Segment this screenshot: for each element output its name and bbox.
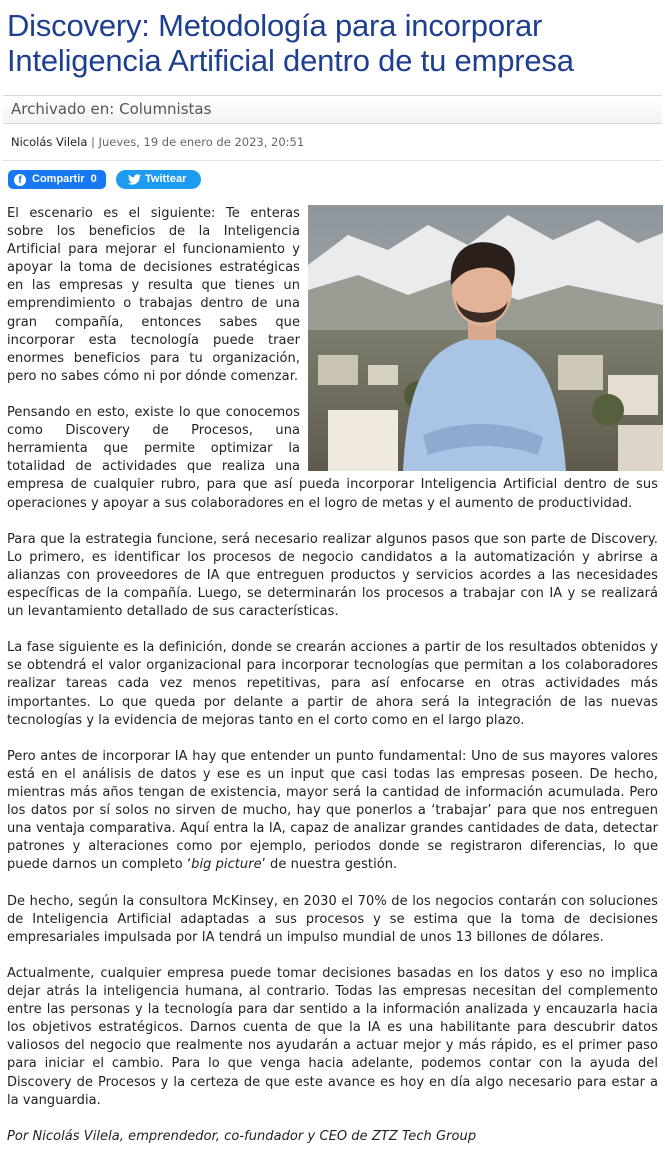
author-photo <box>308 205 663 471</box>
twitter-share-label: Twittear <box>145 173 187 185</box>
paragraph-6: De hecho, según la consultora McKinsey, en 2030 el 70% de los negocios contarán con soluciones de Inteligencia Artificial adaptadas a sus procesos y se estima que la toma de decisiones empresariales impulsada por IA tendrá un impulso mundial de unos 13 billones de dólares. <box>7 893 658 945</box>
facebook-share-label: Compartir <box>32 173 85 185</box>
paragraph-5-italic: big picture <box>191 857 262 873</box>
paragraph-4: La fase siguiente es la definición, donde se crearán acciones a partir de los resultados obtenidos y se obtendrá el valor organizacional para incorporar tecnologías que permitan a los colaboradores realizar tareas cada vez menos repetitivas, para así enfocarse en otras actividades más importantes. Lo que queda por delante a partir de ahora será la integración de las nuevas tecnologías y la evidencia de mejoras tanto en el corto como en el largo plazo. <box>7 640 658 728</box>
author-signature: Por Nicolás Vilela, emprendedor, co-fundador y CEO de ZTZ Tech Group <box>7 1128 477 1144</box>
article-title: Discovery: Metodología para incorporar Inteligencia Artificial dentro de tu empresa <box>7 8 574 78</box>
publish-date: | Jueves, 19 de enero de 2023, 20:51 <box>91 135 305 149</box>
paragraph-7: Actualmente, cualquier empresa puede tomar decisiones basadas en los datos y eso no implica dejar atrás la inteligencia humana, al contrario. Todas las empresas necesitan del complemento entre las personas y la tecnología para dar sentido a la información analizada y encauzarla hacia los objetivos estratégicos. Darnos cuenta de que la IA es una habilitante para descubrir datos valiosos del negocio que realmente nos ayudarán a actuar mejor y más rápido, es el primer paso para iniciar el cambio. Para lo que venga hacia adelante, podemos contar con la ayuda del Discovery de Procesos y la certeza de que este avance es hoy en día algo necesario para estar a la vanguardia. <box>7 965 658 1108</box>
archived-bar <box>3 95 662 124</box>
paragraph-5-text: Pero antes de incorporar IA hay que entender un punto fundamental: Uno de sus mayores valores está en el análisis de datos y ese es un input que casi todas las empresas poseen. De hecho, mientras más años tengan de existencia, mayor será la cantidad de información acumulada. Pero los datos por sí solos no sirven de mucho, hay que ponerlos a ‘trabajar’ para que nos entreguen una ventaja comparativa. Aquí entra la IA, capaz de analizar grandes cantidades de data, detectar patrones y alteraciones como por ejemplo, periodos donde se registraron diferencias, lo que puede darnos un completo ‘ <box>7 748 658 873</box>
share-bar <box>0 161 665 205</box>
paragraph-5 <box>7 748 658 875</box>
article-body <box>0 205 665 1146</box>
facebook-share-count: 0 <box>90 173 97 185</box>
paragraph-3: Para que la estrategia funcione, será necesario realizar algunos pasos que son parte de Discovery. Lo primero, es identificar los procesos de negocio candidatos a la automatización y abrirse a alianzas con proveedores de IA que entreguen productos y servicios acordes a las necesidades específicas de la compañía. Luego, se determinarán los procesos a trabajar con IA y se realizará un levantamiento detallado de sus características. <box>7 531 658 620</box>
facebook-icon: f <box>14 174 26 186</box>
paragraph-5-end: ’ de nuestra gestión. <box>261 857 398 873</box>
paragraph-1: El escenario es el siguiente: Te enteras sobre los beneficios de la Inteligencia Artificial para mejorar el funcionamiento y apoyar la toma de decisiones estratégicas en las empresas y resulta que tienes un emprendimiento o trabajas dentro de una gran compañía, entonces sabes que incorporar esta tecnología puede traer enormes beneficios para tu organización, pero no sabes cómo ni por dónde comenzar. <box>7 206 300 384</box>
author-photo-image <box>308 205 663 471</box>
twitter-share-button[interactable] <box>116 170 201 189</box>
twitter-bird-icon <box>128 174 141 185</box>
author-name[interactable]: Nicolás Vilela <box>11 135 88 149</box>
archived-label[interactable]: Archivado en: Columnistas <box>11 100 212 118</box>
paragraph-2: Pensando en esto, existe lo que conocemos como Discovery de Procesos, una herramienta que permite optimizar la totalidad de actividades que realiza una empresa de cualquier rubro, para que así pueda incorporar Inteligencia Artificial dentro de sus operaciones y apoyar a sus colaboradores en el logro de metas y el aumento de productividad. <box>7 405 658 511</box>
byline <box>3 124 662 161</box>
facebook-share-button[interactable] <box>8 170 106 189</box>
